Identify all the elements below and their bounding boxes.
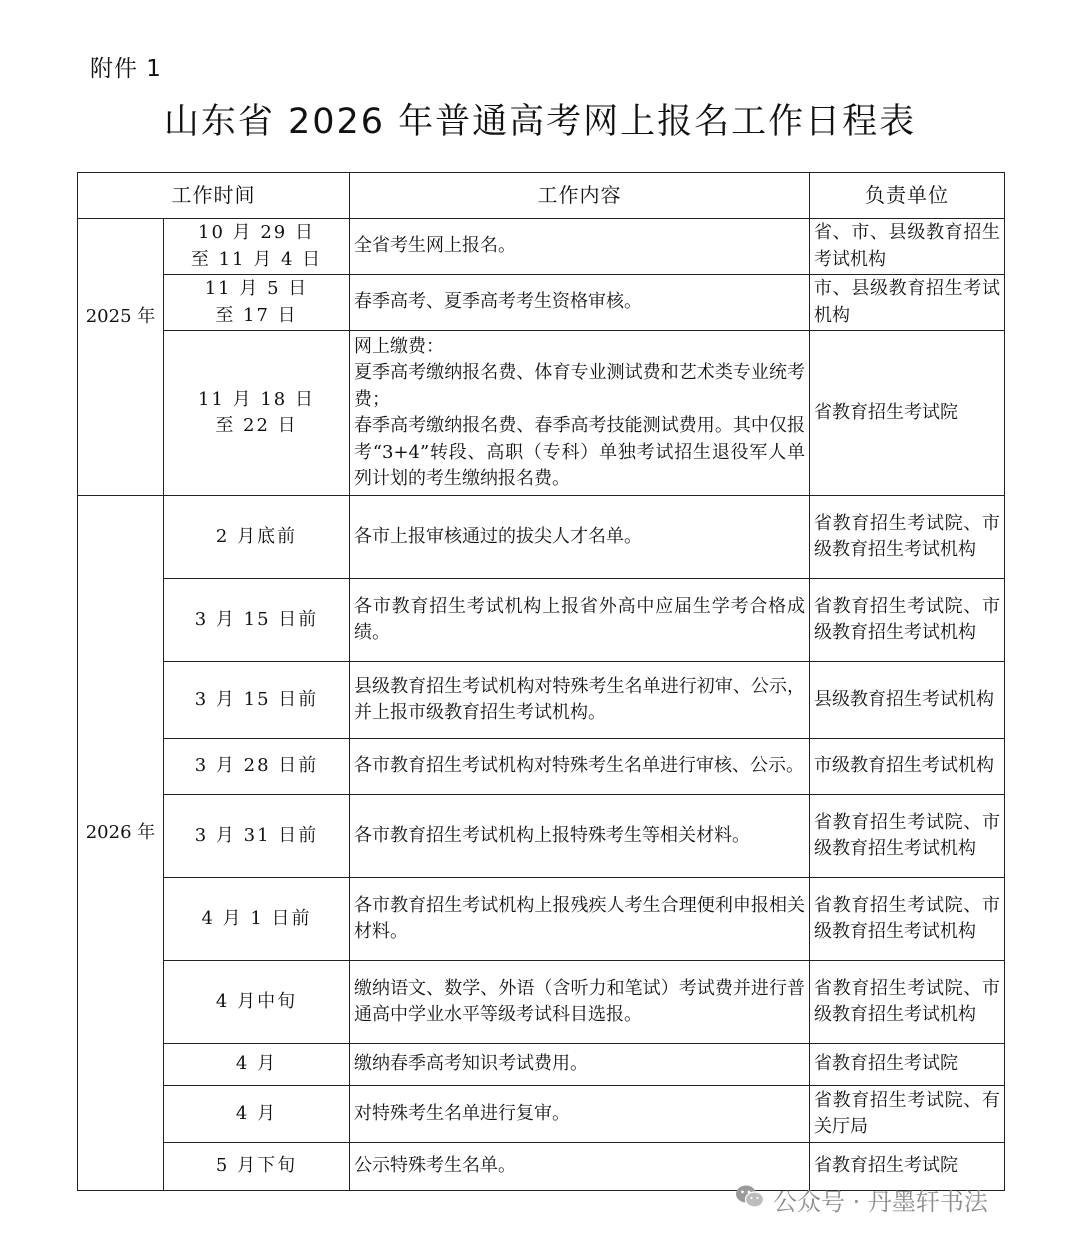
- date-cell: [164, 961, 350, 1044]
- date-cell: [164, 496, 350, 579]
- unit-cell: 省教育招生考试院: [810, 331, 1005, 496]
- wechat-icon: [735, 1184, 765, 1216]
- table-row: [78, 662, 1005, 739]
- unit-cell: 省、市、县级教育招生考试机构: [810, 219, 1005, 275]
- date-line: 至 11 月 4 日: [190, 248, 323, 270]
- schedule-table: [77, 172, 1005, 1191]
- unit-cell: 省教育招生考试院、市级教育招生考试机构: [810, 496, 1005, 579]
- content-line: 缴纳春季高考知识考试费用。: [354, 1053, 588, 1075]
- content-line: 各市上报审核通过的拔尖人才名单。: [354, 525, 642, 547]
- unit-cell: 省教育招生考试院、市级教育招生考试机构: [810, 961, 1005, 1044]
- date-line: 11 月 5 日: [204, 278, 309, 299]
- date-cell: [164, 739, 350, 795]
- date-line: 11 月 18 日: [198, 388, 315, 410]
- watermark: [735, 1182, 988, 1217]
- date-line: 4 月中旬: [215, 990, 298, 1012]
- unit-cell: 省教育招生考试院: [810, 1044, 1005, 1086]
- content-cell: [350, 496, 810, 579]
- date-cell: [164, 331, 350, 496]
- content-line: 县级教育招生考试机构对特殊考生名单进行初审、公示，并上报市级教育招生考试机构。: [354, 675, 805, 723]
- date-cell: [164, 662, 350, 739]
- content-line: 夏季高考缴纳报名费、体育专业测试费和艺术类专业统考费；: [354, 362, 805, 410]
- content-line: 缴纳语文、数学、外语（含听力和笔试）考试费并进行普通高中学业水平等级考试科目选报。: [354, 977, 805, 1025]
- date-cell: [164, 275, 350, 331]
- content-cell: [350, 1044, 810, 1086]
- content-line: 网上缴费：: [354, 335, 444, 357]
- header-content: 工作内容: [350, 173, 810, 219]
- unit-cell: 省教育招生考试院: [810, 1143, 1005, 1191]
- unit-cell: 省教育招生考试院、有关厅局: [810, 1086, 1005, 1143]
- table-header-row: [78, 173, 1005, 219]
- content-line: 各市教育招生考试机构上报残疾人考生合理便利申报相关材料。: [354, 894, 805, 942]
- content-line: 各市教育招生考试机构上报特殊考生等相关材料。: [354, 824, 750, 846]
- date-line: 至 22 日: [215, 415, 298, 436]
- date-line: 4 月: [235, 1102, 278, 1124]
- date-line: 5 月下旬: [215, 1155, 298, 1177]
- date-cell: [164, 878, 350, 961]
- table-row: [78, 275, 1005, 331]
- content-cell: [350, 1086, 810, 1143]
- table-row: [78, 878, 1005, 961]
- date-line: 3 月 15 日前: [194, 688, 319, 710]
- date-line: 3 月 15 日前: [194, 608, 319, 630]
- content-line: 春季高考缴纳报名费、春季高考技能测试费用。其中仅报考“3+4”转段、高职（专科）单独考试招生退役军人单列计划的考生缴纳报名费。: [354, 415, 805, 489]
- date-line: 10 月 29 日: [198, 222, 315, 243]
- table-row: [78, 331, 1005, 496]
- content-line: 春季高考、夏季高考考生资格审核。: [354, 291, 642, 313]
- unit-cell: 市、县级教育招生考试机构: [810, 275, 1005, 331]
- content-cell: [350, 878, 810, 961]
- table-row: [78, 496, 1005, 579]
- content-cell: [350, 662, 810, 739]
- date-cell: [164, 579, 350, 662]
- year-cell-2025: 2025 年: [78, 219, 164, 496]
- content-line: 公示特殊考生名单。: [354, 1155, 516, 1177]
- date-line: 3 月 31 日前: [194, 824, 319, 846]
- attachment-label: 附件 1: [90, 56, 162, 82]
- content-line: 各市教育招生考试机构对特殊考生名单进行审核、公示。: [354, 755, 804, 777]
- year-cell-2026: 2026 年: [78, 496, 164, 1191]
- table-row: [78, 795, 1005, 878]
- date-line: 4 月 1 日前: [201, 907, 312, 929]
- date-line: 至 17 日: [215, 304, 298, 326]
- unit-cell: 市级教育招生考试机构: [810, 739, 1005, 795]
- date-cell: [164, 795, 350, 878]
- watermark-text: 公众号 · 丹墨轩书法: [773, 1188, 988, 1216]
- date-line: 2 月底前: [215, 525, 298, 547]
- table-row: [78, 739, 1005, 795]
- unit-cell: 省教育招生考试院、市级教育招生考试机构: [810, 795, 1005, 878]
- date-line: 3 月 28 日前: [194, 755, 319, 777]
- content-line: 各市教育招生考试机构上报省外高中应届生学考合格成绩。: [354, 595, 805, 643]
- content-cell: [350, 961, 810, 1044]
- content-cell: [350, 275, 810, 331]
- table-row: [78, 1086, 1005, 1143]
- content-line: 对特殊考生名单进行复审。: [354, 1102, 570, 1124]
- content-cell: [350, 331, 810, 496]
- content-cell: [350, 579, 810, 662]
- unit-cell: 县级教育招生考试机构: [810, 662, 1005, 739]
- unit-cell: 省教育招生考试院、市级教育招生考试机构: [810, 878, 1005, 961]
- content-line: 全省考生网上报名。: [354, 235, 516, 257]
- header-time: 工作时间: [78, 173, 350, 219]
- content-cell: [350, 219, 810, 275]
- table-row: [78, 961, 1005, 1044]
- date-cell: [164, 1143, 350, 1191]
- table-row: [78, 579, 1005, 662]
- date-cell: [164, 219, 350, 275]
- date-cell: [164, 1044, 350, 1086]
- content-cell: [350, 795, 810, 878]
- document-title: 山东省 2026 年普通高考网上报名工作日程表: [163, 102, 917, 142]
- header-unit: 负责单位: [810, 173, 1005, 219]
- content-cell: [350, 739, 810, 795]
- date-line: 4 月: [235, 1053, 278, 1075]
- table-row: [78, 219, 1005, 275]
- date-cell: [164, 1086, 350, 1143]
- table-row: [78, 1044, 1005, 1086]
- unit-cell: 省教育招生考试院、市级教育招生考试机构: [810, 579, 1005, 662]
